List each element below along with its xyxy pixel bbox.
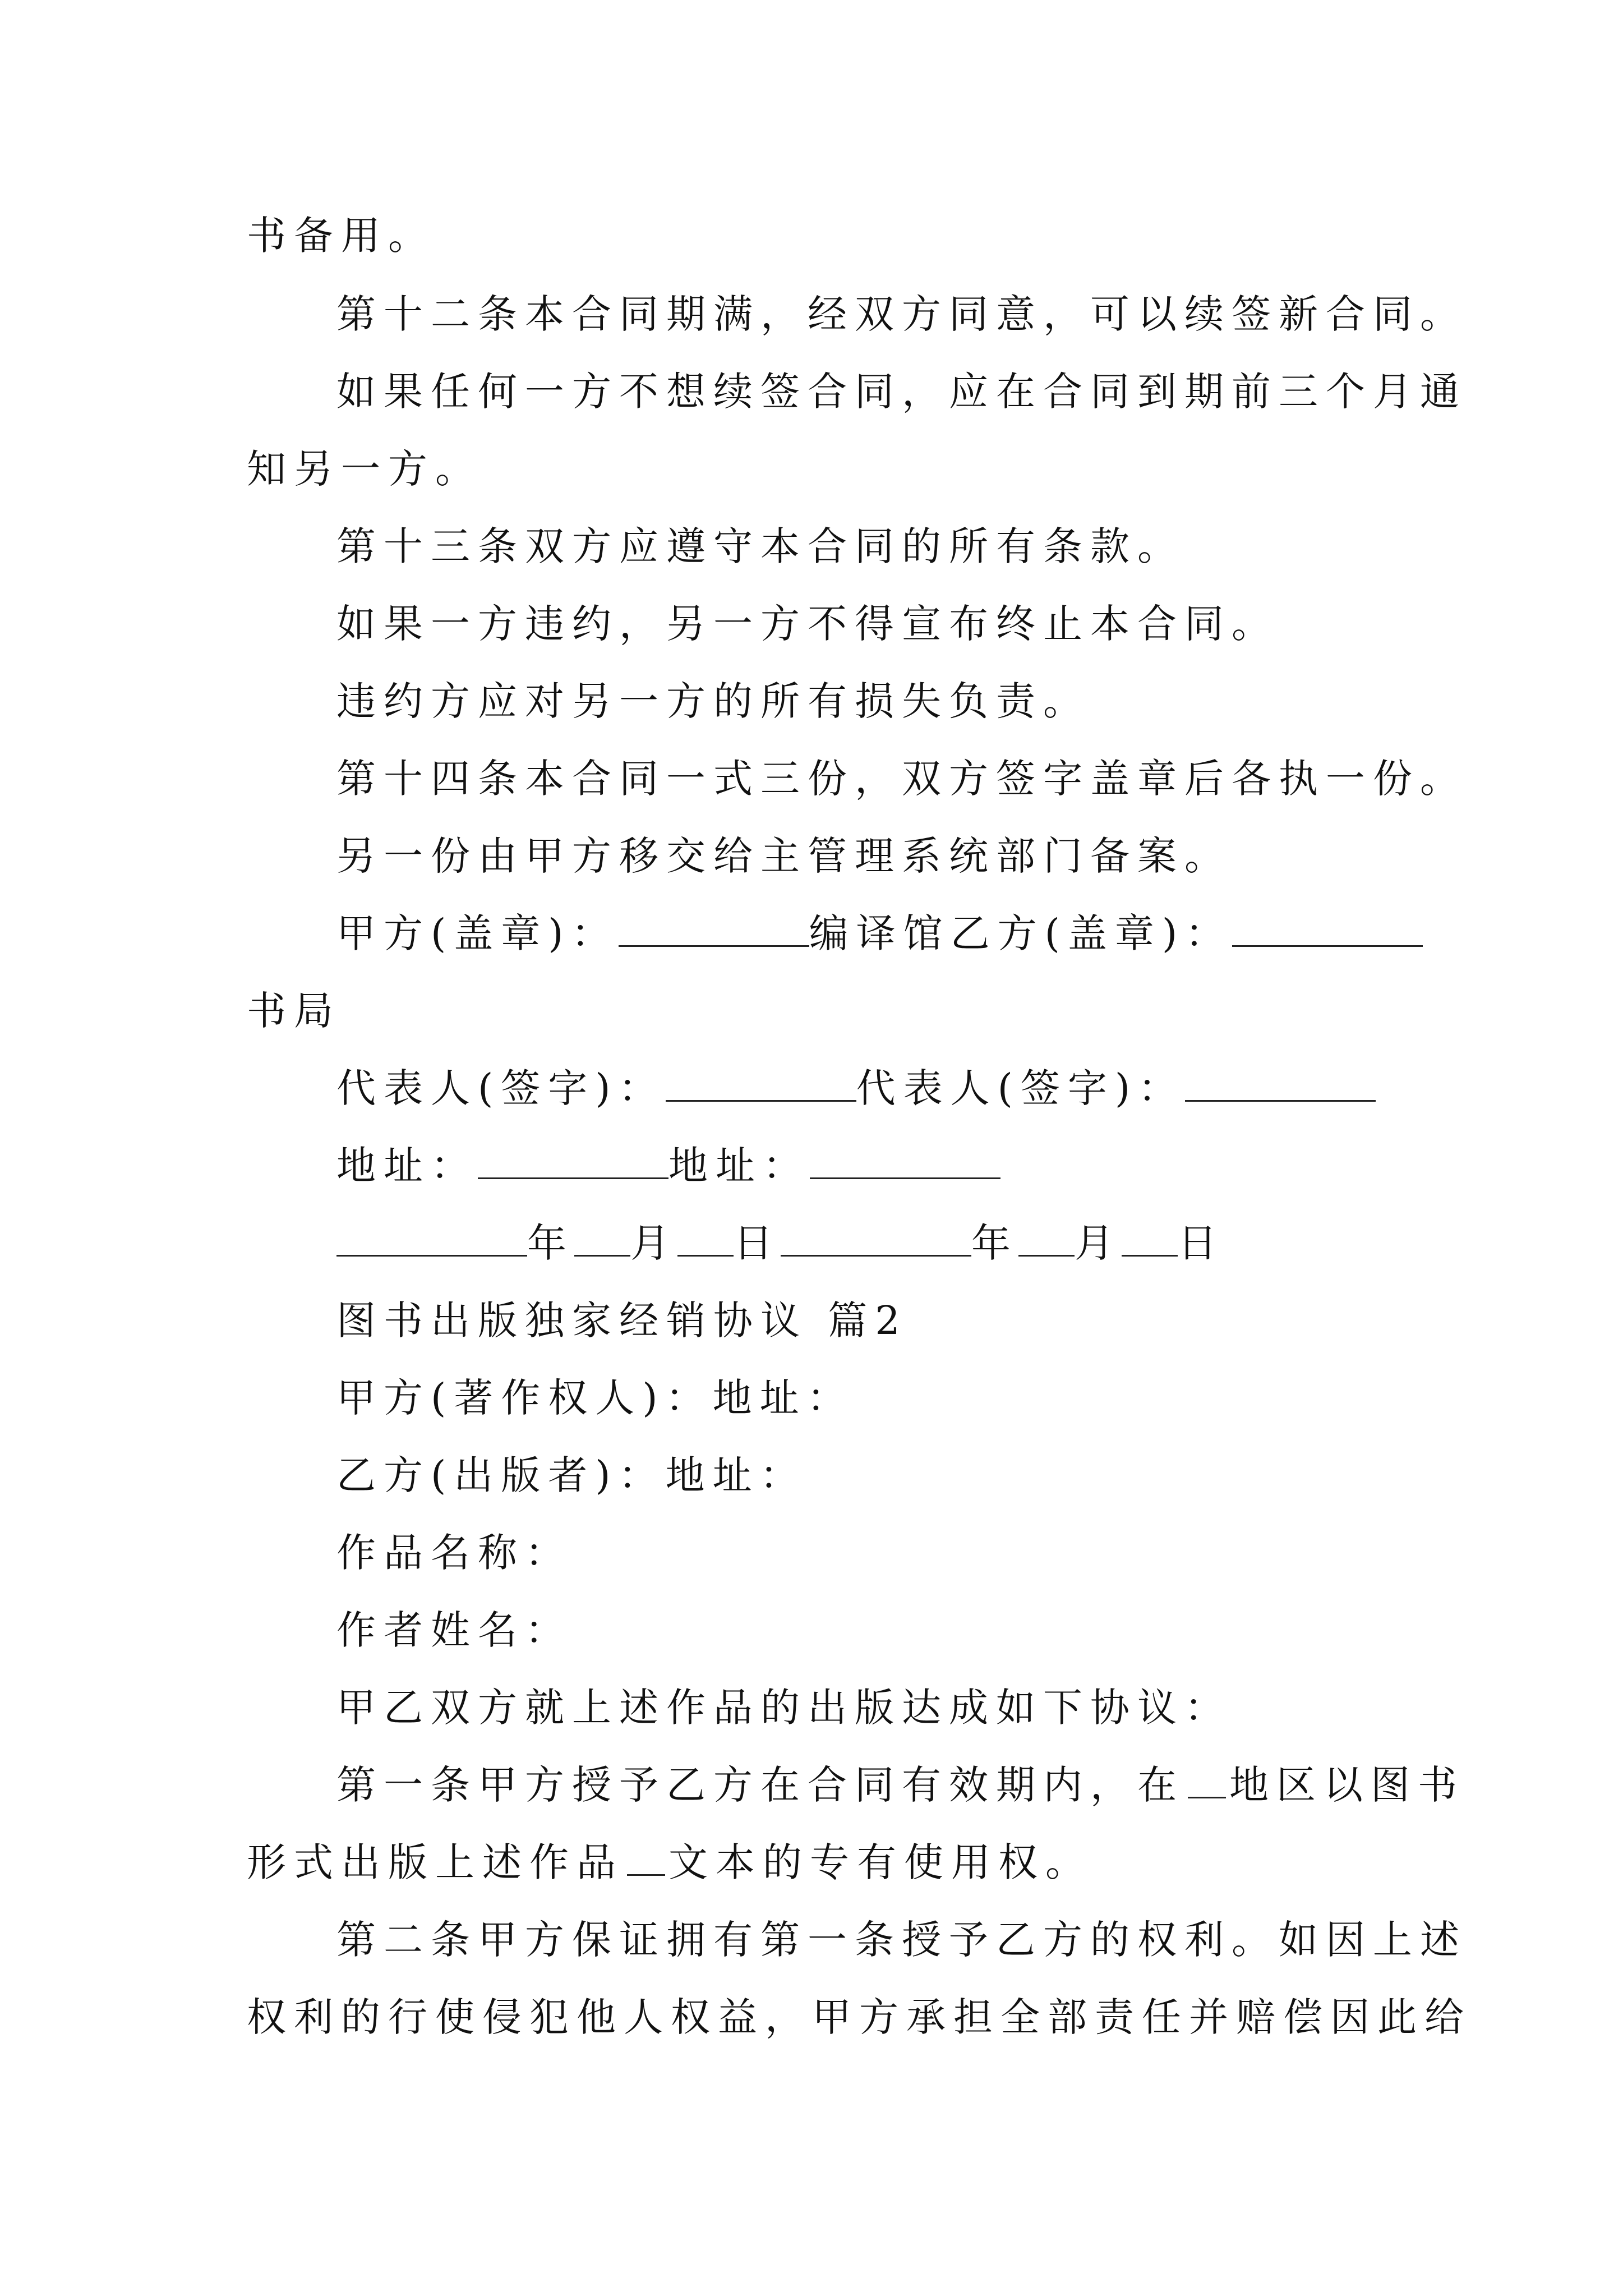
addr-a-blank: [478, 1143, 668, 1179]
addr-b-label: 地址：: [668, 1143, 810, 1189]
date-line: [336, 1215, 1225, 1271]
agreement-intro: 甲乙双方就上述作品的出版达成如下协议：: [336, 1685, 1232, 1731]
article-13-text-2: 违约方应对另一方的所有损失负责。: [336, 678, 1090, 724]
day-a-blank: [677, 1220, 734, 1257]
year-b-blank: [781, 1220, 971, 1257]
year-a-blank: [336, 1220, 527, 1257]
article-1-part-1: 第一条甲方授予乙方在合同有效期内，在: [336, 1762, 1184, 1808]
rep-b-label: 代表人(签字)：: [856, 1065, 1186, 1111]
article-1-line-1: [336, 1757, 1465, 1813]
article-14-text: 另一份由甲方移交给主管理系统部门备案。: [336, 833, 1232, 879]
article-13-text-1: 如果一方违约，另一方不得宣布终止本合同。: [336, 601, 1279, 647]
representative-line: [336, 1060, 1376, 1116]
month-b-label: 月: [1075, 1220, 1122, 1266]
year-a-label: 年: [527, 1220, 574, 1266]
month-a-blank: [574, 1220, 630, 1257]
party-b-info: 乙方(出版者)：地址：: [336, 1452, 807, 1498]
party-a-seal-label: 甲方(盖章)：: [336, 910, 619, 956]
addr-b-blank: [810, 1143, 1000, 1179]
article-14: 第十四条本合同一式三份，双方签字盖章后各执一份。: [336, 756, 1467, 802]
party-b-blank: [1232, 910, 1423, 947]
article-13: 第十三条双方应遵守本合同的所有条款。: [336, 523, 1184, 569]
article-12-text-2: 知另一方。: [247, 446, 482, 492]
rep-a-blank: [666, 1065, 856, 1102]
day-b-label: 日: [1178, 1220, 1225, 1266]
section-2-title: 图书出版独家经销协议 篇2: [336, 1297, 908, 1343]
month-b-blank: [1018, 1220, 1075, 1257]
article-12-text-1: 如果任何一方不想续签合同，应在合同到期前三个月通: [336, 369, 1467, 415]
rep-a-label: 代表人(签字)：: [336, 1065, 666, 1111]
article-1-part-3: 形式出版上述作品: [247, 1839, 624, 1885]
day-b-blank: [1122, 1220, 1178, 1257]
region-blank: [1188, 1762, 1226, 1798]
party-b-seal-label: 编译馆乙方(盖章)：: [809, 910, 1233, 956]
article-1-part-4: 文本的专有使用权。: [668, 1839, 1092, 1885]
year-b-label: 年: [971, 1220, 1018, 1266]
signature-party-line: [336, 905, 1423, 961]
month-a-label: 月: [630, 1220, 677, 1266]
author-name: 作者姓名：: [336, 1607, 572, 1653]
rep-b-blank: [1185, 1065, 1376, 1102]
party-b-cont: 书局: [247, 988, 341, 1034]
article-1-part-2: 地区以图书: [1229, 1762, 1465, 1808]
text-line-1: 书备用。: [247, 213, 435, 259]
article-1-line-2: [247, 1834, 1092, 1890]
article-2-line-1: 第二条甲方保证拥有第一条授予乙方的权利。如因上述: [336, 1917, 1467, 1963]
addr-a-label: 地址：: [336, 1143, 478, 1189]
article-2-line-2: 权利的行使侵犯他人权益，甲方承担全部责任并赔偿因此给: [247, 1994, 1472, 2040]
party-a-blank: [619, 910, 809, 947]
address-line: [336, 1138, 1000, 1194]
day-a-label: 日: [734, 1220, 781, 1266]
article-12: 第十二条本合同期满，经双方同意，可以续签新合同。: [336, 291, 1467, 337]
party-a-info: 甲方(著作权人)：地址：: [336, 1375, 854, 1421]
language-blank: [627, 1839, 665, 1876]
work-name: 作品名称：: [336, 1530, 572, 1576]
